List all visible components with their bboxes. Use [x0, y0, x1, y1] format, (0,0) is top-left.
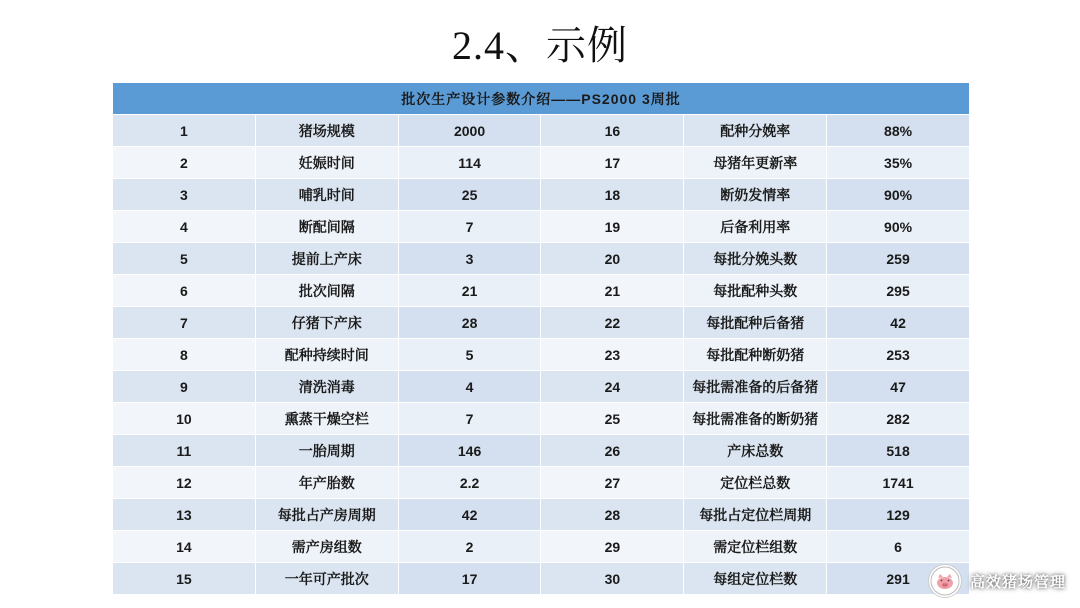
- row-value-right: 47: [827, 371, 970, 403]
- table-row: [113, 467, 970, 499]
- watermark-text: 高效猪场管理: [969, 573, 1066, 591]
- table-row: [113, 339, 970, 371]
- table-row: [113, 371, 970, 403]
- row-label-right: 每组定位栏数: [684, 563, 827, 595]
- row-index-left: 1: [113, 115, 256, 147]
- row-value-left: 4: [398, 371, 541, 403]
- row-label-left: 需产房组数: [255, 531, 398, 563]
- row-index-left: 8: [113, 339, 256, 371]
- row-label-right: 需定位栏组数: [684, 531, 827, 563]
- row-value-right: 35%: [827, 147, 970, 179]
- row-value-right: 518: [827, 435, 970, 467]
- row-label-left: 猪场规模: [255, 115, 398, 147]
- row-value-left: 25: [398, 179, 541, 211]
- table-row: [113, 403, 970, 435]
- row-index-left: 3: [113, 179, 256, 211]
- row-value-right: 129: [827, 499, 970, 531]
- row-index-right: 28: [541, 499, 684, 531]
- row-label-right: 定位栏总数: [684, 467, 827, 499]
- row-label-left: 妊娠时间: [255, 147, 398, 179]
- row-value-left: 28: [398, 307, 541, 339]
- row-label-left: 一年可产批次: [255, 563, 398, 595]
- table-row: [113, 531, 970, 563]
- row-value-right: 90%: [827, 211, 970, 243]
- row-index-right: 16: [541, 115, 684, 147]
- row-index-right: 23: [541, 339, 684, 371]
- row-index-right: 27: [541, 467, 684, 499]
- table-body: [113, 115, 970, 595]
- row-label-left: 批次间隔: [255, 275, 398, 307]
- row-index-right: 21: [541, 275, 684, 307]
- row-value-left: 7: [398, 211, 541, 243]
- row-value-right: 282: [827, 403, 970, 435]
- row-index-left: 9: [113, 371, 256, 403]
- row-label-right: 母猪年更新率: [684, 147, 827, 179]
- row-index-right: 26: [541, 435, 684, 467]
- row-label-right: 后备利用率: [684, 211, 827, 243]
- table-title: 批次生产设计参数介绍——PS2000 3周批: [113, 83, 970, 115]
- watermark: [922, 560, 1072, 602]
- row-value-left: 3: [398, 243, 541, 275]
- row-value-left: 114: [398, 147, 541, 179]
- row-index-left: 13: [113, 499, 256, 531]
- row-value-left: 2: [398, 531, 541, 563]
- row-index-left: 7: [113, 307, 256, 339]
- row-value-right: 295: [827, 275, 970, 307]
- row-value-left: 42: [398, 499, 541, 531]
- row-label-left: 哺乳时间: [255, 179, 398, 211]
- row-label-right: 每批配种头数: [684, 275, 827, 307]
- row-value-right: 88%: [827, 115, 970, 147]
- row-label-left: 一胎周期: [255, 435, 398, 467]
- row-index-right: 30: [541, 563, 684, 595]
- row-label-right: 每批占定位栏周期: [684, 499, 827, 531]
- watermark-logo-icon: [928, 564, 962, 598]
- row-value-left: 146: [398, 435, 541, 467]
- table-row: [113, 307, 970, 339]
- row-index-left: 10: [113, 403, 256, 435]
- table-row: [113, 115, 970, 147]
- row-label-right: 每批需准备的后备猪: [684, 371, 827, 403]
- row-value-right: 291: [827, 563, 970, 595]
- row-index-right: 24: [541, 371, 684, 403]
- row-value-right: 42: [827, 307, 970, 339]
- table-row: [113, 147, 970, 179]
- row-index-left: 4: [113, 211, 256, 243]
- row-index-left: 14: [113, 531, 256, 563]
- row-value-right: 253: [827, 339, 970, 371]
- page-title: 2.4、示例: [452, 23, 628, 68]
- row-index-left: 5: [113, 243, 256, 275]
- table-row: [113, 275, 970, 307]
- row-value-left: 2.2: [398, 467, 541, 499]
- table-row: [113, 179, 970, 211]
- table-row: [113, 499, 970, 531]
- row-label-right: 每批需准备的断奶猪: [684, 403, 827, 435]
- row-value-right: 259: [827, 243, 970, 275]
- table-header-row: [113, 83, 970, 115]
- table-row: [113, 563, 970, 595]
- row-value-left: 21: [398, 275, 541, 307]
- row-index-left: 12: [113, 467, 256, 499]
- row-label-left: 断配间隔: [255, 211, 398, 243]
- row-index-right: 29: [541, 531, 684, 563]
- row-index-right: 19: [541, 211, 684, 243]
- row-label-left: 配种持续时间: [255, 339, 398, 371]
- row-label-left: 仔猪下产床: [255, 307, 398, 339]
- row-index-right: 20: [541, 243, 684, 275]
- row-label-left: 年产胎数: [255, 467, 398, 499]
- row-value-left: 5: [398, 339, 541, 371]
- table-head: [113, 83, 970, 115]
- row-index-left: 2: [113, 147, 256, 179]
- table-row: [113, 211, 970, 243]
- row-index-right: 25: [541, 403, 684, 435]
- row-label-right: 配种分娩率: [684, 115, 827, 147]
- row-value-right: 6: [827, 531, 970, 563]
- row-label-left: 每批占产房周期: [255, 499, 398, 531]
- row-value-right: 1741: [827, 467, 970, 499]
- row-label-left: 清洗消毒: [255, 371, 398, 403]
- table-row: [113, 243, 970, 275]
- parameter-table-container: [112, 82, 970, 595]
- row-value-left: 17: [398, 563, 541, 595]
- row-label-right: 每批配种断奶猪: [684, 339, 827, 371]
- row-label-left: 熏蒸干燥空栏: [255, 403, 398, 435]
- row-index-left: 15: [113, 563, 256, 595]
- row-value-left: 2000: [398, 115, 541, 147]
- row-index-left: 6: [113, 275, 256, 307]
- row-index-right: 18: [541, 179, 684, 211]
- row-index-left: 11: [113, 435, 256, 467]
- row-index-right: 22: [541, 307, 684, 339]
- row-label-right: 产床总数: [684, 435, 827, 467]
- row-value-right: 90%: [827, 179, 970, 211]
- row-label-right: 每批分娩头数: [684, 243, 827, 275]
- parameter-table: [112, 82, 970, 595]
- row-label-left: 提前上产床: [255, 243, 398, 275]
- table-row: [113, 435, 970, 467]
- row-label-right: 断奶发情率: [684, 179, 827, 211]
- row-label-right: 每批配种后备猪: [684, 307, 827, 339]
- row-index-right: 17: [541, 147, 684, 179]
- row-value-left: 7: [398, 403, 541, 435]
